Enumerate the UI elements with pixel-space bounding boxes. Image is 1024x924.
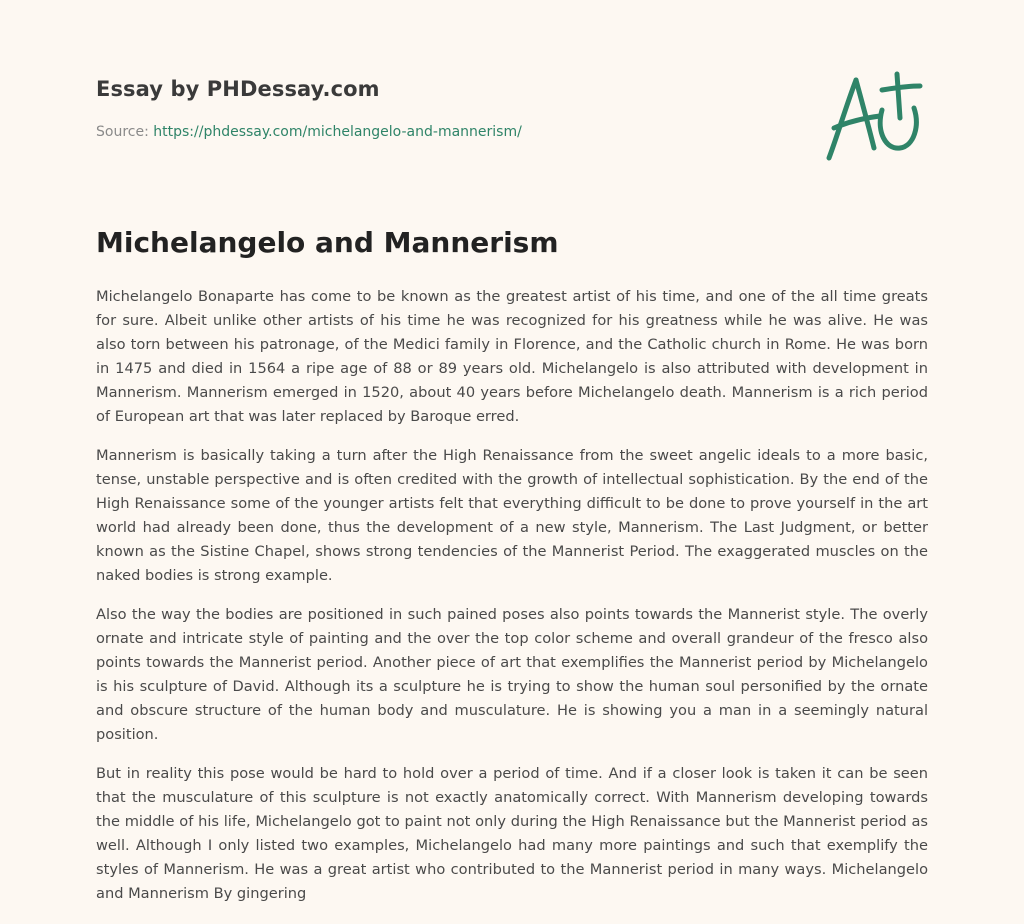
brand-heading: Essay by PHDessay.com: [96, 77, 380, 101]
source-line: [96, 124, 522, 140]
source-link[interactable]: https://phdessay.com/michelangelo-and-mannerism/: [153, 124, 522, 140]
essay-title: Michelangelo and Mannerism: [96, 226, 559, 259]
essay-paragraph: Michelangelo Bonaparte has come to be known as the greatest artist of his time, and one of the all time greats for sure. Albeit unlike other artists of his time he was recognized for his greatness while he was alive. He was also torn between his patronage, of the Medici family in Florence, and the Catholic church in Rome. He was born in 1475 and died in 1564 a ripe age of 88 or 89 years old. Michelangelo is also attributed with development in Mannerism. Mannerism emerged in 1520, about 40 years before Michelangelo death. Mannerism is a rich period of European art that was later replaced by Baroque erred.: [96, 288, 928, 425]
essay-paragraph: Mannerism is basically taking a turn after the High Renaissance from the sweet angelic ideals to a more basic, tense, unstable perspective and is often credited with the growth of intellectual sophistication. By the end of the High Renaissance some of the younger artists felt that everything difficult to be done to prove yourself in the art world had already been done, thus the development of a new style, Mannerism. The Last Judgment, or better known as the Sistine Chapel, shows strong tendencies of the Mannerist Period. The exaggerated muscles on the naked bodies is strong example.: [96, 447, 928, 584]
essay-body: [96, 285, 928, 921]
source-label: Source:: [96, 124, 154, 140]
essay-paragraph: Also the way the bodies are positioned in such pained poses also points towards the Mannerist style. The overly ornate and intricate style of painting and the over the top color scheme and overall grandeur of the fresco also points towards the Mannerist period. Another piece of art that exemplifies the Mannerist period by Michelangelo is his sculpture of David. Although its a sculpture he is trying to show the human soul personified by the ornate and obscure structure of the human body and musculature. He is showing you a man in a seemingly natural position.: [96, 606, 928, 743]
a-plus-icon: [820, 66, 930, 166]
essay-paragraph: But in reality this pose would be hard to hold over a period of time. And if a closer look is taken it can be seen that the musculature of this sculpture is not exactly anatomically correct. With Mannerism developing towards the middle of his life, Michelangelo got to paint not only during the High Renaissance but the Mannerist period as well. Although I only listed two examples, Michelangelo had many more paintings and such that exemplify the styles of Mannerism. He was a great artist who contributed to the Mannerist period in many ways. Michelangelo and Mannerism By gingering: [96, 765, 928, 902]
